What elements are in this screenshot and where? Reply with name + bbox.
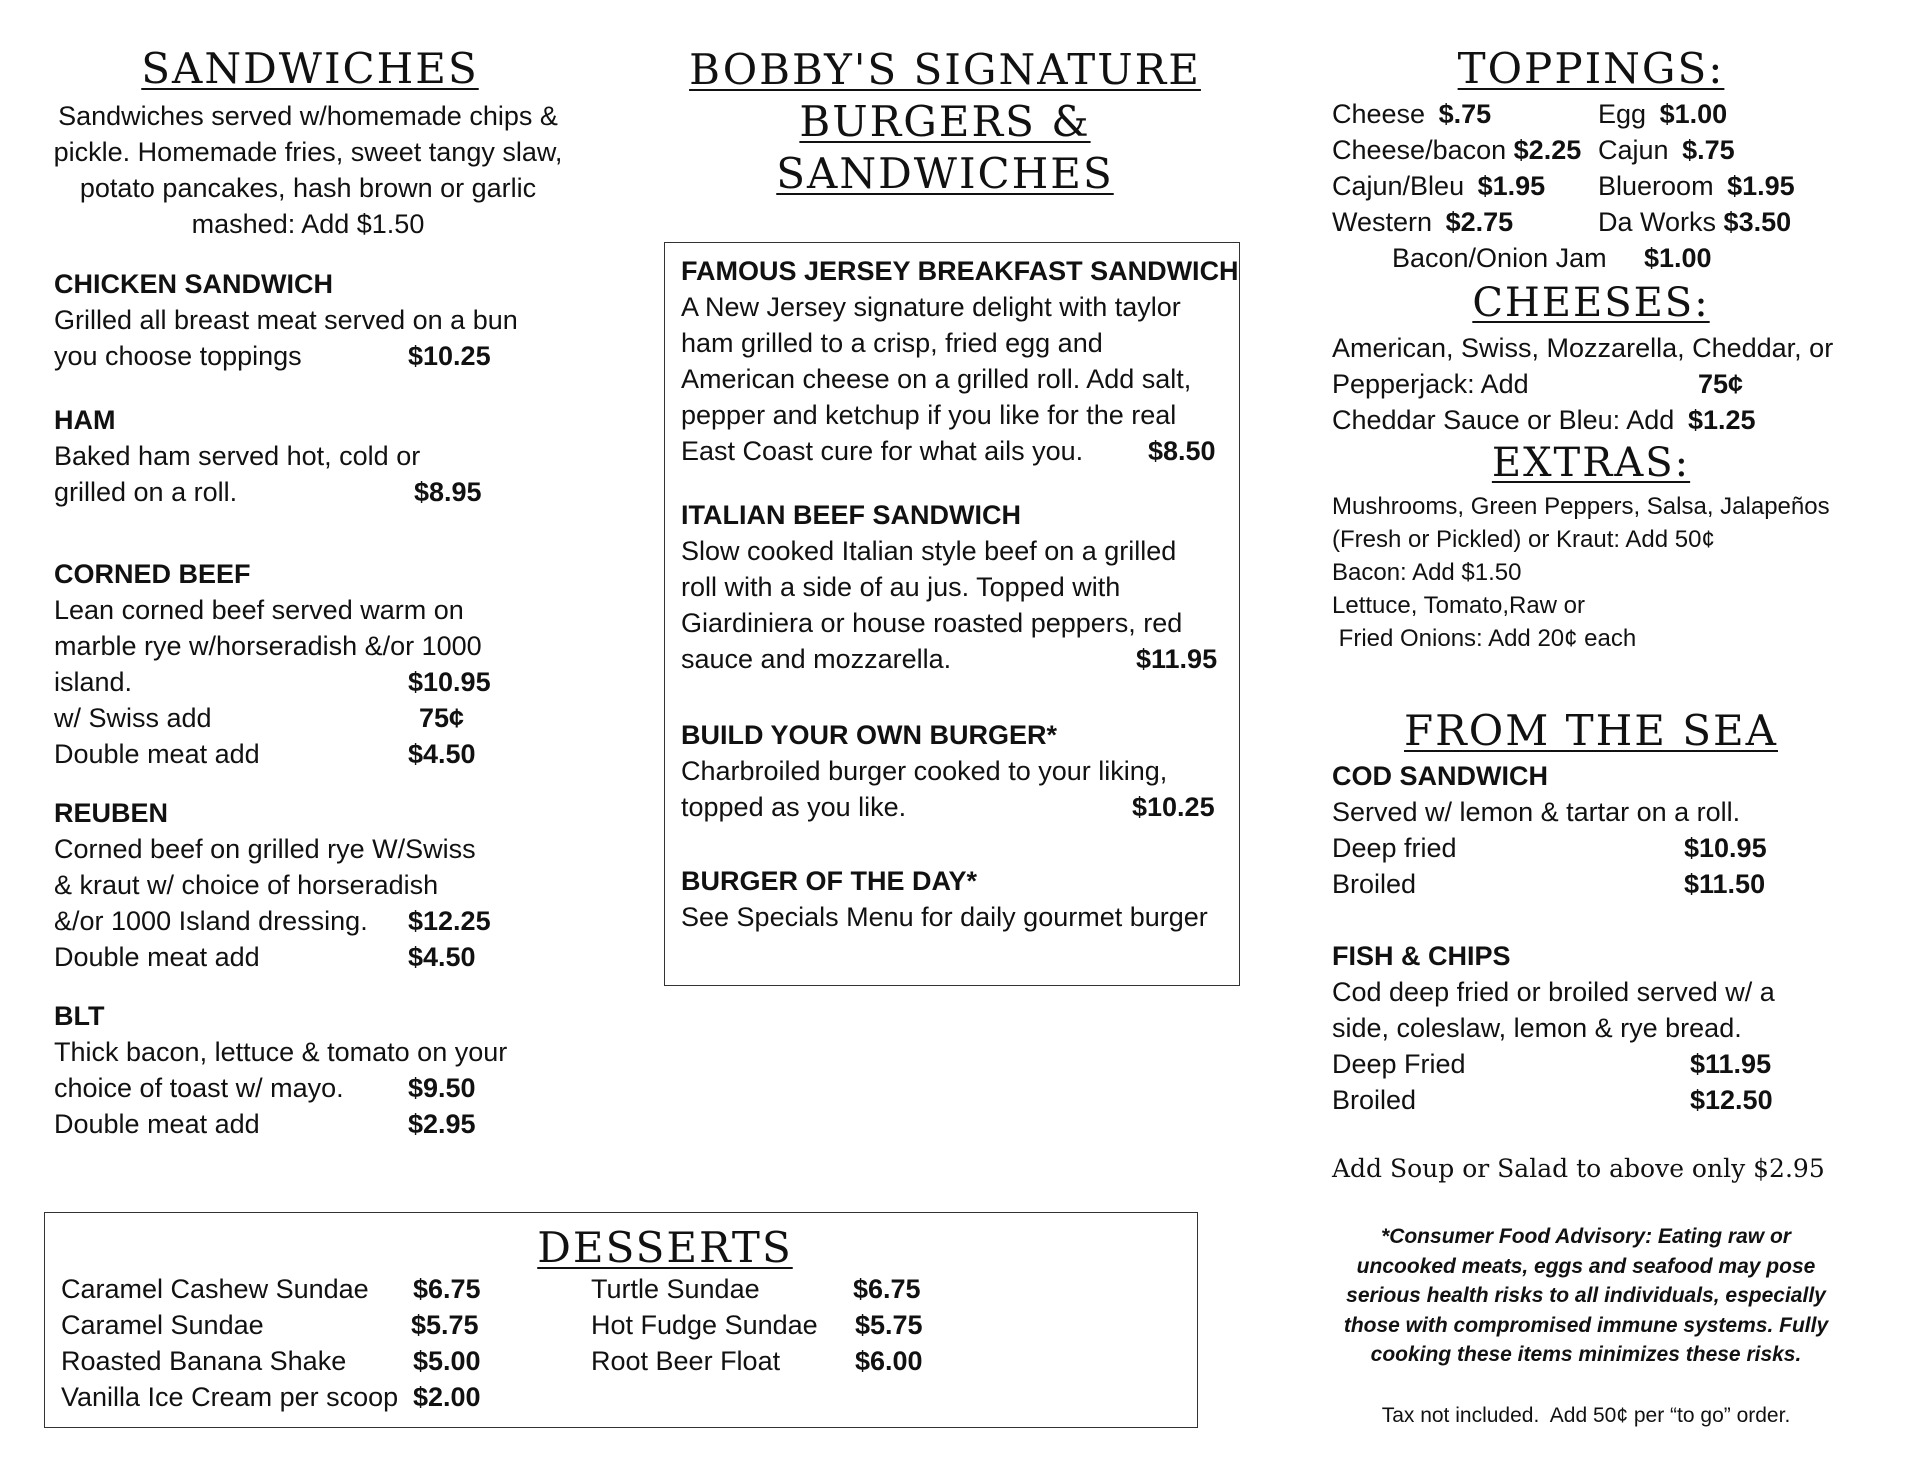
signature-box <box>664 242 1240 986</box>
topping-name: Cajun/Bleu <box>1332 171 1465 201</box>
extras-line: Fried Onions: Add 20¢ each <box>1332 625 1637 652</box>
topping-name: Western <box>1332 207 1433 237</box>
corned-beef-item <box>54 556 574 772</box>
desserts-box <box>44 1212 1198 1428</box>
blt-item <box>54 998 574 1142</box>
desserts-left-list <box>61 1271 541 1415</box>
signature-heading <box>660 44 1230 200</box>
item-desc: sauce and mozzarella. <box>681 644 952 674</box>
item-desc: American cheese on a grilled roll. Add salt, <box>681 364 1192 394</box>
topping-item <box>1332 168 1602 204</box>
cheeses-list <box>1332 330 1892 438</box>
item-title: FISH & CHIPS <box>1332 941 1511 971</box>
topping-item <box>1332 204 1602 240</box>
item-price: $9.50 <box>408 1073 476 1103</box>
item-price: $10.25 <box>1132 792 1215 822</box>
item-desc: & kraut w/ choice of horseradish <box>54 870 439 900</box>
dessert-item <box>61 1271 541 1307</box>
topping-price: $2.75 <box>1445 207 1514 237</box>
extras-line: (Fresh or Pickled) or Kraut: Add 50¢ <box>1332 526 1715 553</box>
topping-item <box>1332 132 1602 168</box>
option-price: $12.50 <box>1690 1085 1773 1115</box>
item-desc: Cod deep fried or broiled served w/ a <box>1332 977 1775 1007</box>
dessert-item <box>61 1307 541 1343</box>
addon-label: Double meat add <box>54 942 260 972</box>
soup-salad-note: Add Soup or Salad to above only $2.95 <box>1332 1154 1825 1183</box>
chicken-sandwich-item <box>54 266 574 374</box>
burger-of-the-day-item <box>681 863 1226 935</box>
dessert-name: Hot Fudge Sundae <box>591 1310 818 1340</box>
item-price: $10.95 <box>408 667 491 697</box>
extras-line: Bacon: Add $1.50 <box>1332 559 1522 586</box>
topping-price: $1.00 <box>1644 243 1712 273</box>
item-title: COD SANDWICH <box>1332 761 1548 791</box>
topping-name: Cheese/bacon <box>1332 135 1507 165</box>
fish-and-chips-item <box>1332 938 1892 1118</box>
topping-price: $1.95 <box>1727 171 1795 201</box>
item-desc: A New Jersey signature delight with taylor <box>681 292 1181 322</box>
item-desc: &/or 1000 Island dressing. <box>54 906 368 936</box>
item-title: HAM <box>54 405 116 435</box>
dessert-name: Turtle Sundae <box>591 1274 760 1304</box>
dessert-price: $2.00 <box>413 1382 481 1412</box>
ham-item <box>54 402 574 510</box>
topping-name: Cajun <box>1598 135 1669 165</box>
dessert-name: Caramel Cashew Sundae <box>61 1274 369 1304</box>
item-desc: Baked ham served hot, cold or <box>54 441 421 471</box>
item-title: BURGER OF THE DAY* <box>681 866 978 896</box>
dessert-price: $5.00 <box>413 1346 481 1376</box>
item-desc: Slow cooked Italian style beef on a grilled <box>681 536 1177 566</box>
jersey-item <box>681 253 1239 469</box>
item-desc: Thick bacon, lettuce & tomato on your <box>54 1037 508 1067</box>
signature-heading-line: BOBBY'S SIGNATURE <box>689 45 1201 94</box>
topping-item <box>1598 168 1858 204</box>
dessert-price: $6.75 <box>413 1274 481 1304</box>
addon-price: $4.50 <box>408 942 476 972</box>
signature-heading-line: BURGERS & <box>799 97 1091 146</box>
toppings-heading: TOPPINGS: <box>1457 44 1725 93</box>
item-desc: pepper and ketchup if you like for the real <box>681 400 1177 430</box>
extras-list <box>1332 490 1912 655</box>
item-desc: grilled on a roll. <box>54 477 238 507</box>
item-desc: Charbroiled burger cooked to your liking, <box>681 756 1168 786</box>
topping-item <box>1598 204 1858 240</box>
item-desc: Served w/ lemon & tartar on a roll. <box>1332 797 1741 827</box>
topping-item <box>1332 96 1602 132</box>
byo-burger-item <box>681 717 1226 825</box>
topping-item-jam <box>1392 240 1812 276</box>
toppings-left-list <box>1332 96 1602 240</box>
item-title: BUILD YOUR OWN BURGER* <box>681 720 1058 750</box>
item-desc: Grilled all breast meat served on a bun <box>54 305 518 335</box>
item-price: $10.25 <box>408 341 491 371</box>
sandwiches-heading: SANDWICHES <box>141 44 479 93</box>
dessert-name: Roasted Banana Shake <box>61 1346 347 1376</box>
item-title: FAMOUS JERSEY BREAKFAST SANDWICH <box>681 256 1239 286</box>
extras-line: Mushrooms, Green Peppers, Salsa, Jalapeños <box>1332 493 1830 520</box>
item-desc: choice of toast w/ mayo. <box>54 1073 344 1103</box>
cheeses-price: $1.25 <box>1688 405 1756 435</box>
dessert-name: Caramel Sundae <box>61 1310 264 1340</box>
extras-heading: EXTRAS: <box>1491 440 1691 486</box>
toppings-right-list <box>1598 96 1858 240</box>
desserts-right-list <box>591 1271 991 1379</box>
desserts-heading: DESSERTS <box>537 1223 793 1272</box>
dessert-price: $6.00 <box>855 1346 923 1376</box>
dessert-name: Root Beer Float <box>591 1346 781 1376</box>
item-title: REUBEN <box>54 798 169 828</box>
consumer-advisory: *Consumer Food Advisory: Eating raw or uncooked meats, eggs and seafood may pose serious health risks to all individuals, especially those with compromised immune systems. Fully cooking these items minimizes these risks. <box>1343 1225 1829 1366</box>
option-label: Deep fried <box>1332 833 1457 863</box>
item-title: BLT <box>54 1001 105 1031</box>
topping-name: Bacon/Onion Jam <box>1392 243 1607 273</box>
item-desc: side, coleslaw, lemon & rye bread. <box>1332 1013 1742 1043</box>
extras-line: Lettuce, Tomato,Raw or <box>1332 592 1586 619</box>
option-price: $10.95 <box>1684 833 1767 863</box>
item-desc: marble rye w/horseradish &/or 1000 <box>54 631 482 661</box>
addon-price: 75¢ <box>419 703 465 733</box>
dessert-item <box>591 1343 991 1379</box>
topping-name: Blueroom <box>1598 171 1714 201</box>
option-price: $11.50 <box>1684 869 1766 899</box>
item-desc: East Coast cure for what ails you. <box>681 436 1084 466</box>
dessert-price: $6.75 <box>853 1274 921 1304</box>
cheeses-price: 75¢ <box>1698 369 1744 399</box>
item-price: $8.95 <box>414 477 482 507</box>
item-desc: Giardiniera or house roasted peppers, red <box>681 608 1183 638</box>
addon-label: w/ Swiss add <box>54 703 212 733</box>
dessert-item <box>61 1343 541 1379</box>
cheeses-desc: American, Swiss, Mozzarella, Cheddar, or <box>1332 333 1834 363</box>
item-desc: Corned beef on grilled rye W/Swiss <box>54 834 476 864</box>
item-desc: you choose toppings <box>54 341 302 371</box>
cheeses-desc: Pepperjack: Add <box>1332 369 1529 399</box>
dessert-item <box>591 1271 991 1307</box>
topping-price: $1.95 <box>1477 171 1546 201</box>
item-title: CORNED BEEF <box>54 559 251 589</box>
italian-beef-item <box>681 497 1226 677</box>
topping-price: $1.00 <box>1659 99 1728 129</box>
signature-heading-line: SANDWICHES <box>776 149 1114 198</box>
item-desc: roll with a side of au jus. Topped with <box>681 572 1121 602</box>
dessert-price: $5.75 <box>855 1310 923 1340</box>
reuben-item <box>54 795 574 975</box>
item-desc: topped as you like. <box>681 792 907 822</box>
item-title: ITALIAN BEEF SANDWICH <box>681 500 1021 530</box>
sea-heading: FROM THE SEA <box>1404 706 1778 755</box>
topping-price: $2.25 <box>1513 135 1582 165</box>
cheeses-heading: CHEESES: <box>1472 280 1710 326</box>
item-desc: See Specials Menu for daily gourmet burger <box>681 902 1208 932</box>
topping-name: Egg <box>1598 99 1647 129</box>
cod-sandwich-item <box>1332 758 1892 902</box>
dessert-name: Vanilla Ice Cream per scoop <box>61 1382 399 1412</box>
topping-item <box>1598 132 1858 168</box>
tax-note: Tax not included. Add 50¢ per “to go” order. <box>1381 1404 1791 1427</box>
topping-name: Cheese <box>1332 99 1426 129</box>
item-desc: Lean corned beef served warm on <box>54 595 464 625</box>
item-price: $8.50 <box>1148 436 1216 466</box>
item-desc: island. <box>54 667 133 697</box>
addon-label: Double meat add <box>54 1109 260 1139</box>
option-label: Deep Fried <box>1332 1049 1466 1079</box>
topping-price: $3.50 <box>1723 207 1792 237</box>
option-label: Broiled <box>1332 1085 1417 1115</box>
addon-label: Double meat add <box>54 739 260 769</box>
cheeses-desc: Cheddar Sauce or Bleu: Add <box>1332 405 1675 435</box>
item-title: CHICKEN SANDWICH <box>54 269 333 299</box>
addon-price: $4.50 <box>408 739 476 769</box>
topping-price: $.75 <box>1438 99 1492 129</box>
addon-price: $2.95 <box>408 1109 476 1139</box>
topping-price: $.75 <box>1682 135 1735 165</box>
item-price: $11.95 <box>1136 644 1218 674</box>
topping-item <box>1598 96 1858 132</box>
dessert-item <box>591 1307 991 1343</box>
sandwiches-intro: Sandwiches served w/homemade chips & pickle. Homemade fries, sweet tangy slaw, potato pancakes, hash brown or garlic mashed: Add $1.50 <box>53 101 563 239</box>
option-price: $11.95 <box>1690 1049 1772 1079</box>
topping-name: Da Works <box>1598 207 1717 237</box>
dessert-price: $5.75 <box>411 1310 479 1340</box>
item-desc: ham grilled to a crisp, fried egg and <box>681 328 1103 358</box>
item-price: $12.25 <box>408 906 491 936</box>
option-label: Broiled <box>1332 869 1417 899</box>
dessert-item <box>61 1379 541 1415</box>
